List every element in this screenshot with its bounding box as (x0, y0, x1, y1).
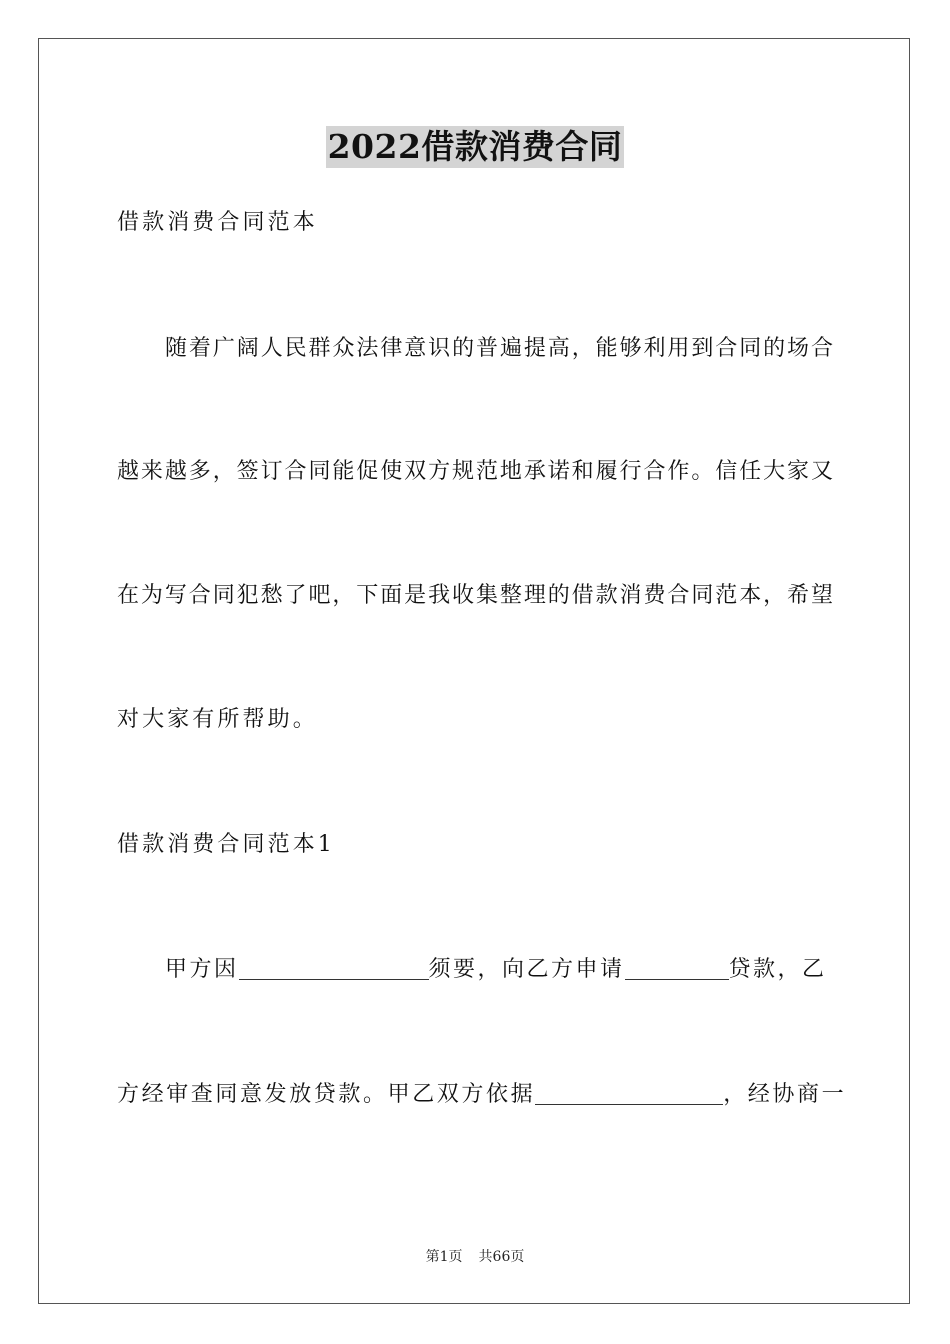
page-total: 共66页 (478, 1249, 525, 1265)
sample1-line1-text-c: 贷款，乙 (728, 957, 827, 982)
sample1-line2-text-b: ，经协商一 (723, 1082, 847, 1107)
sample1-line2-text-a: 方经审查同意发放贷款。甲乙双方依据 (117, 1082, 536, 1107)
sample1-line1-text-a: 甲方因 (165, 957, 239, 982)
sample1-line-1 (117, 955, 833, 985)
intro-line-1: 随着广阔人民群众法律意识的普遍提高，能够利用到合同的场合 (165, 336, 833, 361)
document-title: 2022借款消费合同 (327, 127, 623, 166)
fill-blank-basis (535, 1082, 723, 1105)
page-footer (0, 1248, 950, 1266)
fill-blank-purpose (239, 957, 429, 980)
heading-sample-1: 借款消费合同范本1 (117, 832, 335, 857)
page-number: 第1页 (425, 1249, 463, 1265)
fill-blank-amount (625, 957, 729, 980)
intro-line-3: 在为写合同犯愁了吧，下面是我收集整理的借款消费合同范本，希望 (117, 583, 833, 608)
intro-line-2: 越来越多，签订合同能促使双方规范地承诺和履行合作。信任大家又 (117, 459, 833, 484)
title-container (0, 126, 950, 168)
heading-intro: 借款消费合同范本 (117, 210, 318, 235)
sample1-line-2 (117, 1080, 847, 1110)
intro-line-4: 对大家有所帮助。 (117, 707, 318, 732)
sample1-line1-text-b: 须要，向乙方申请 (428, 957, 625, 982)
